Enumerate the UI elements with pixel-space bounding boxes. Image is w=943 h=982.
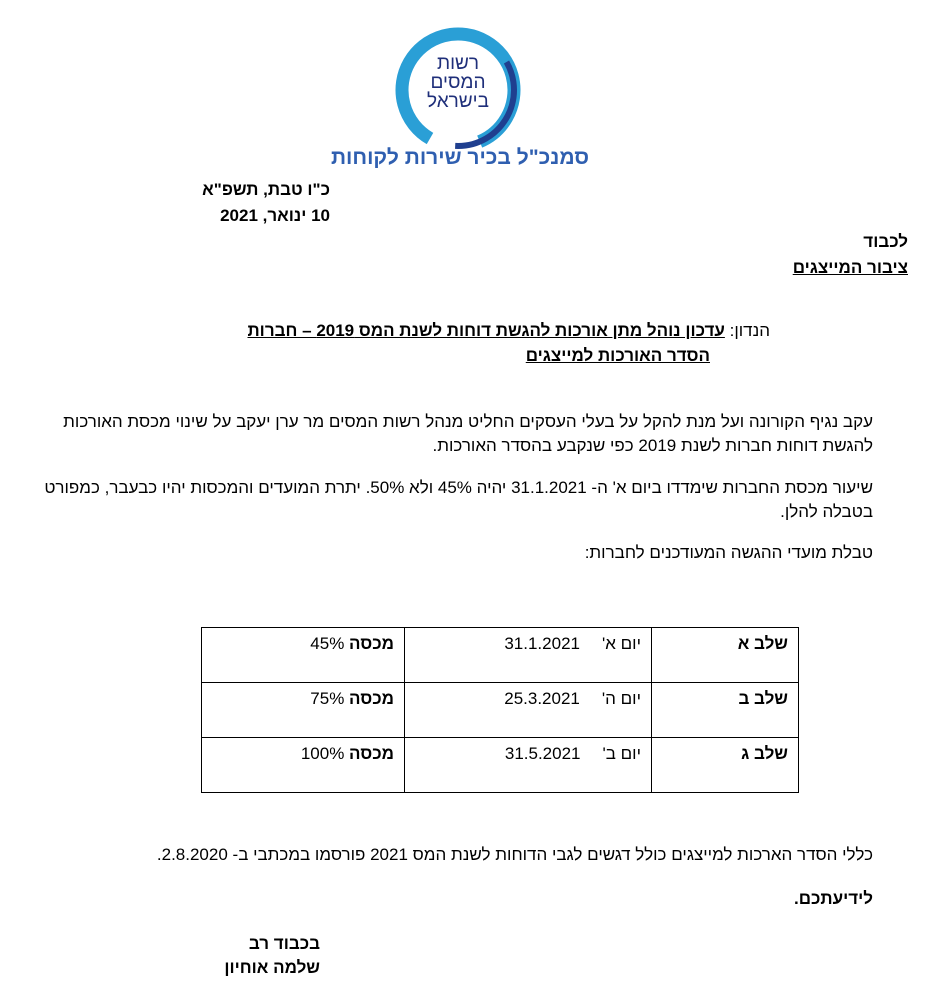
stage-cell: שלב ג: [652, 738, 799, 793]
date-cell: [405, 628, 652, 683]
quota-value: 75%: [310, 689, 345, 708]
subject-line-2: הסדר האורכות למייצגים: [525, 346, 710, 365]
salutation: לכבוד: [863, 232, 908, 251]
date-value: 31.1.2021: [504, 634, 580, 653]
subject-block: [130, 318, 770, 368]
tax-authority-logo: [388, 20, 528, 160]
paragraph-4: כללי הסדר הארכות למייצגים כולל דגשים לגבי הדוחות לשנת המס 2021 פורסמו במכתבי ב- 2.8.2020.: [156, 845, 873, 864]
quota-value: 100%: [300, 744, 345, 763]
date-cell: [405, 738, 652, 793]
quota-value: 45%: [310, 634, 345, 653]
gregorian-date: 10 ינואר, 2021: [220, 206, 330, 225]
quota-label: מכסה: [349, 634, 394, 653]
closing-line: לידיעתכם.: [794, 889, 873, 908]
day-label: יום ב': [602, 744, 641, 763]
quota-cell: [202, 683, 405, 738]
day-label: יום א': [601, 634, 641, 653]
table-row: [202, 738, 799, 793]
quota-label: מכסה: [349, 689, 394, 708]
paragraph-3: טבלת מועדי ההגשה המעודכנים לחברות:: [584, 543, 873, 562]
logo-line: בישראל: [427, 91, 489, 112]
logo-line: המסים: [430, 72, 486, 93]
signer-name: שלמה אוחיון: [224, 958, 320, 977]
quota-label: מכסה: [349, 744, 394, 763]
stage-cell: שלב א: [652, 628, 799, 683]
regards-line: בכבוד רב: [248, 934, 320, 953]
department-title: סמנכ"ל בכיר שירות לקוחות: [330, 146, 590, 169]
paragraph-1: עקב נגיף הקורונה ועל מנת להקל על בעלי העסקים החליט מנהל רשות המסים מר ערן יעקב על שינוי מכסת האורכות להגשת דוחות חברות לשנת 2019 כפי שנקבע בהסדר האורכות.: [63, 412, 873, 455]
quota-cell: [202, 628, 405, 683]
logo-text: [388, 54, 528, 111]
stage-cell: שלב ב: [652, 683, 799, 738]
logo-line: רשות: [436, 53, 480, 74]
table-row: [202, 683, 799, 738]
date-cell: [405, 683, 652, 738]
quota-cell: [202, 738, 405, 793]
subject-prefix: הנדון:: [729, 321, 770, 340]
recipient-name: ציבור המייצגים: [792, 258, 908, 277]
date-value: 31.5.2021: [504, 744, 581, 763]
day-label: יום ה': [601, 689, 641, 708]
paragraph-2: שיעור מכסת החברות שימדדו ביום א' ה- 31.1.2021 יהיה 45% ולא 50%. יתרת המועדים והמכסות יהיו כבעבר, כמפורט בטבלה להלן.: [44, 478, 873, 521]
table-row: [202, 628, 799, 683]
subject-line-1: עדכון נוהל מתן אורכות להגשת דוחות לשנת המס 2019 – חברות: [247, 321, 725, 340]
date-value: 25.3.2021: [504, 689, 580, 708]
deadlines-table: [201, 627, 799, 793]
hebrew-date: כ"ו טבת, תשפ"א: [202, 180, 330, 199]
